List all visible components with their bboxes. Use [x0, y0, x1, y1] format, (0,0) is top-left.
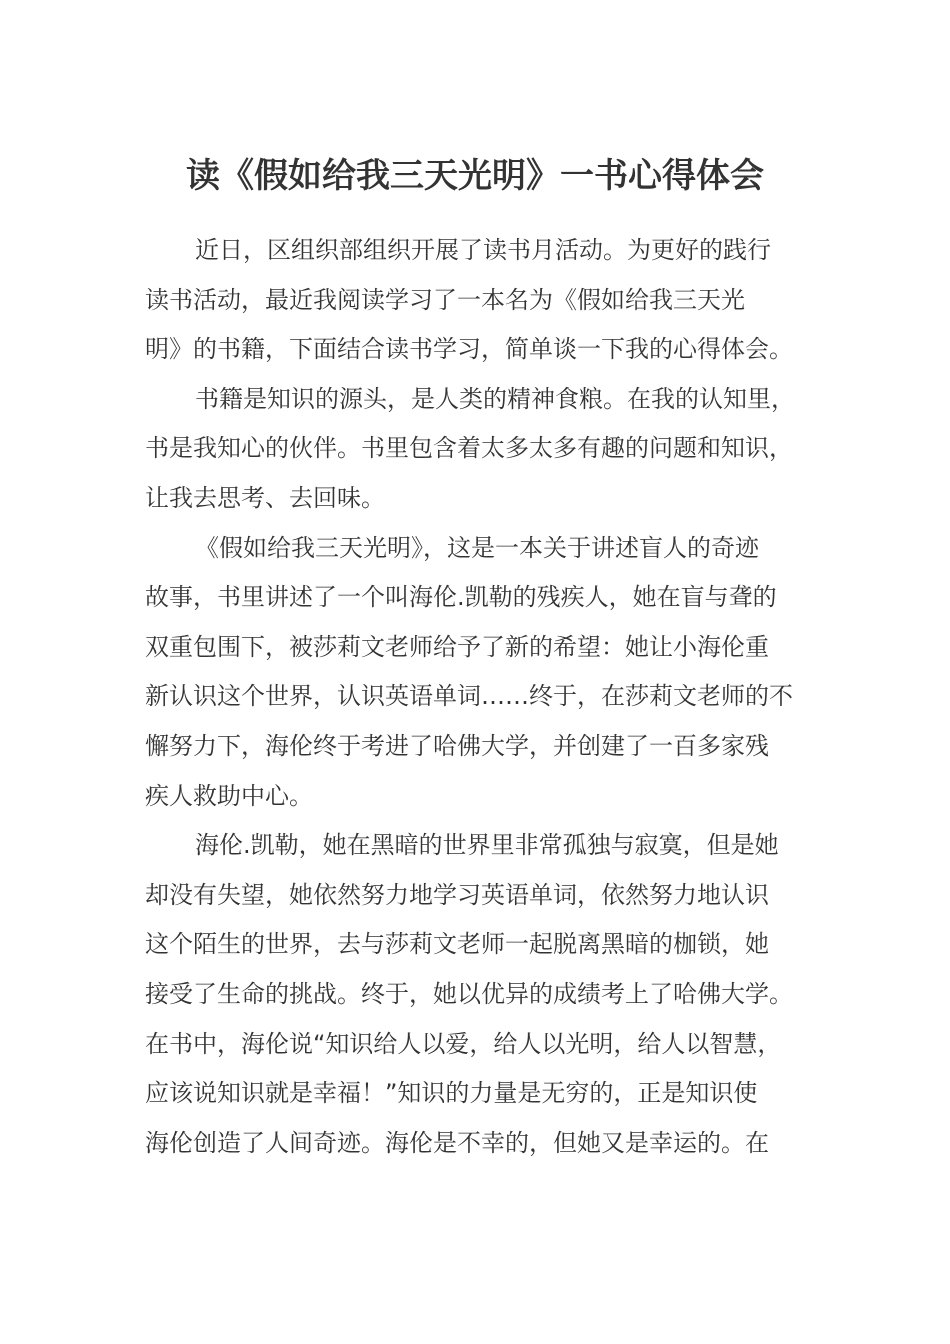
paragraph-line: 书籍是知识的源头，是人类的精神食粮。在我的认知里，: [195, 384, 795, 413]
paragraph-line: 在书中，海伦说“知识给人以爱，给人以光明，给人以智慧，: [145, 1029, 782, 1058]
paragraph-line: 应该说知识就是幸福！”知识的力量是无穷的，正是知识使: [145, 1079, 758, 1108]
paragraph-line: 海伦.凯勒，她在黑暗的世界里非常孤独与寂寞，但是她: [195, 831, 779, 860]
paragraph-line: 书是我知心的伙伴。书里包含着太多太多有趣的问题和知识，: [145, 434, 793, 463]
document-title: 读《假如给我三天光明》一书心得体会: [186, 156, 764, 196]
paragraph-line: 故事，书里讲述了一个叫海伦.凯勒的残疾人，她在盲与聋的: [145, 583, 777, 612]
paragraph-line: 懈努力下，海伦终于考进了哈佛大学，并创建了一百多家残: [145, 731, 769, 760]
paragraph-1: [145, 226, 817, 375]
paragraph-4: [145, 821, 817, 1168]
paragraph-2: [145, 375, 817, 524]
paragraph-line: 读书活动，最近我阅读学习了一本名为《假如给我三天光: [145, 285, 745, 314]
paragraph-line: 近日，区组织部组织开展了读书月活动。为更好的践行: [195, 236, 771, 264]
paragraph-line: 这个陌生的世界，去与莎莉文老师一起脱离黑暗的枷锁，她: [145, 930, 769, 959]
paragraph-line: 《假如给我三天光明》，这是一本关于讲述盲人的奇迹: [195, 533, 759, 562]
paragraph-line: 疾人救助中心。: [145, 781, 313, 810]
paragraph-line: 接受了生命的挑战。终于，她以优异的成绩考上了哈佛大学。: [145, 979, 793, 1008]
paragraph-line: 让我去思考、去回味。: [145, 483, 385, 512]
paragraph-line: 海伦创造了人间奇迹。海伦是不幸的，但她又是幸运的。在: [145, 1128, 769, 1157]
document-body: [145, 226, 817, 1168]
paragraph-line: 却没有失望，她依然努力地学习英语单词，依然努力地认识: [145, 880, 769, 909]
paragraph-line: 明》的书籍，下面结合读书学习，简单谈一下我的心得体会。: [145, 335, 793, 364]
paragraph-line: 双重包围下，被莎莉文老师给予了新的希望：她让小海伦重: [145, 632, 769, 661]
paragraph-line: 新认识这个世界，认识英语单词……终于，在莎莉文老师的不: [145, 682, 793, 711]
paragraph-3: [145, 524, 817, 822]
